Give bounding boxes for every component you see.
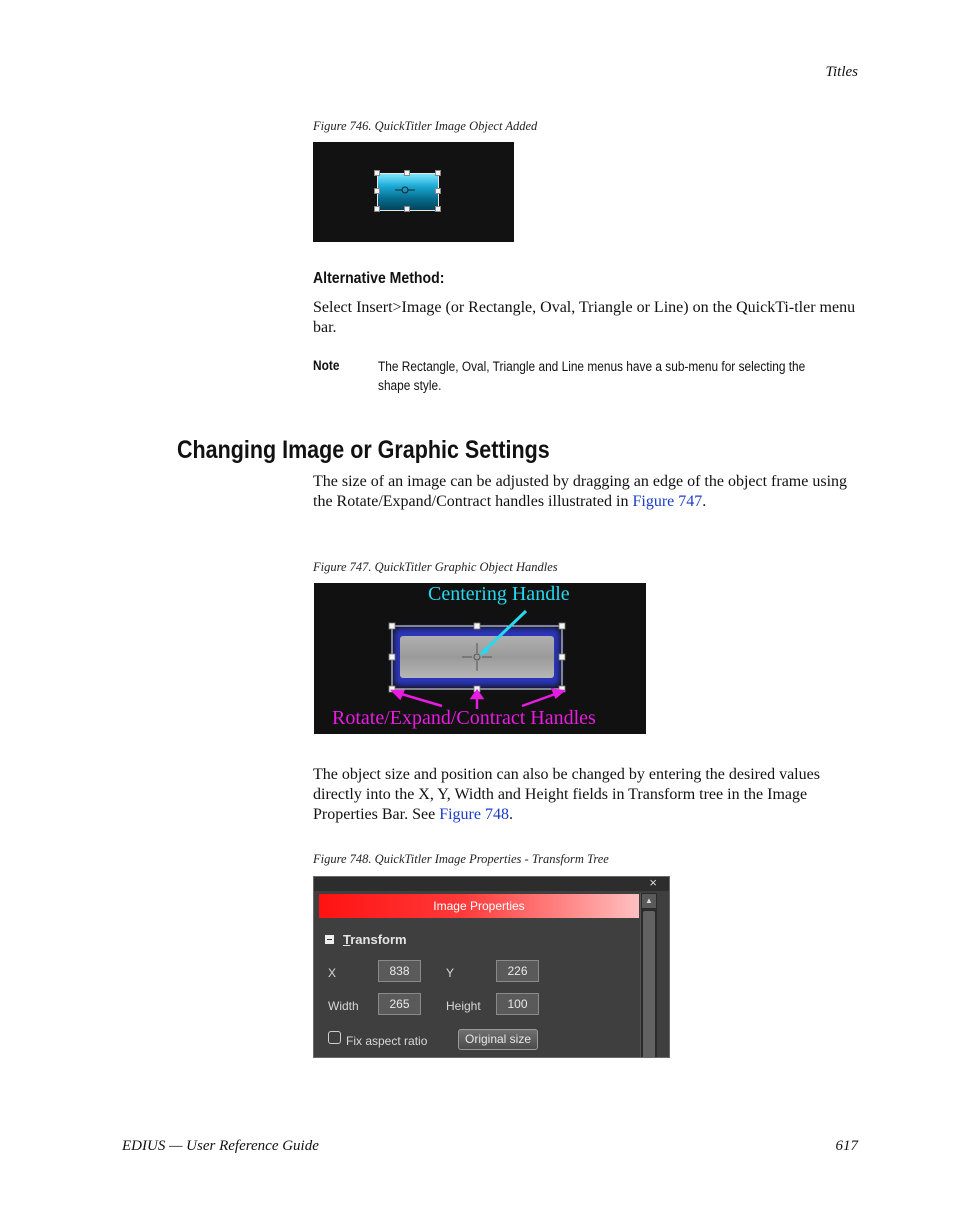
corner-handle: [435, 206, 441, 212]
alternative-method-text: Select Insert>Image (or Rectangle, Oval, Triangle or Line) on the QuickTi-tler menu bar.: [313, 299, 856, 336]
y-field[interactable]: 226: [496, 960, 539, 982]
height-field[interactable]: 100: [496, 993, 539, 1015]
edge-handle: [435, 188, 441, 194]
page-number: 617: [835, 1138, 858, 1154]
paragraph-text: The size of an image can be adjusted by dragging an edge of the object frame using the Rotate/Expand/Contract handles illustrated in: [313, 473, 848, 510]
y-label: Y: [446, 966, 455, 980]
fix-aspect-ratio-label: Fix aspect ratio: [346, 1034, 428, 1048]
note-text: The Rectangle, Oval, Triangle and Line menus have a sub-menu for selecting the shape style.: [378, 359, 806, 393]
scrollbar[interactable]: [640, 893, 657, 1058]
section-paragraph-1: [313, 472, 858, 512]
corner-handle: [374, 170, 380, 176]
figure-746-caption: Figure 746. QuickTitler Image Object Added: [313, 119, 538, 133]
paragraph-text: .: [702, 493, 707, 510]
collapse-icon[interactable]: [325, 935, 334, 944]
corner-handle: [435, 170, 441, 176]
note-label: Note: [313, 357, 340, 373]
section-paragraph-2: [313, 765, 858, 825]
running-head: Titles: [825, 64, 858, 80]
edge-handle: [404, 206, 410, 212]
figure-747-link[interactable]: Figure 747: [632, 493, 703, 510]
fix-aspect-ratio-checkbox[interactable]: [328, 1031, 341, 1044]
x-field[interactable]: 838: [378, 960, 421, 982]
paragraph-text: .: [508, 806, 513, 823]
height-label: Height: [446, 999, 481, 1013]
original-size-button[interactable]: Original size: [458, 1029, 538, 1050]
edge-handle: [374, 188, 380, 194]
section-heading: Changing Image or Graphic Settings: [177, 436, 550, 464]
figure-747-image: [314, 583, 646, 734]
corner-handle: [374, 206, 380, 212]
scroll-up-icon[interactable]: ▲: [642, 894, 656, 908]
width-field[interactable]: 265: [378, 993, 421, 1015]
transform-tree-label[interactable]: Transform: [343, 932, 407, 947]
figure-747-caption: Figure 747. QuickTitler Graphic Object Handles: [313, 560, 558, 574]
centering-handle-label: Centering Handle: [428, 583, 570, 605]
footer-title: EDIUS — User Reference Guide: [122, 1138, 319, 1154]
panel-title: Image Properties: [319, 894, 639, 918]
figure-748-caption: Figure 748. QuickTitler Image Properties - Transform Tree: [313, 852, 609, 866]
x-label: X: [328, 966, 337, 980]
figure-748-link[interactable]: Figure 748: [439, 806, 509, 823]
handles-label: Rotate/Expand/Contract Handles: [332, 707, 596, 729]
close-icon[interactable]: ×: [649, 876, 657, 890]
image-properties-panel: [313, 876, 670, 1058]
graphic-object: [400, 636, 554, 678]
figure-746-image: [313, 142, 514, 242]
scrollbar-thumb[interactable]: [643, 911, 655, 1058]
centering-handle-icon: [395, 183, 415, 197]
panel-top-bar: [314, 877, 669, 891]
alternative-method-heading: Alternative Method:: [313, 270, 445, 287]
paragraph-text: The object size and position can also be changed by entering the desired values directly into the X, Y, Width and Height fields in Transform tree in the Image Properties Bar. See: [313, 766, 820, 823]
width-label: Width: [328, 999, 359, 1013]
edge-handle: [404, 170, 410, 176]
